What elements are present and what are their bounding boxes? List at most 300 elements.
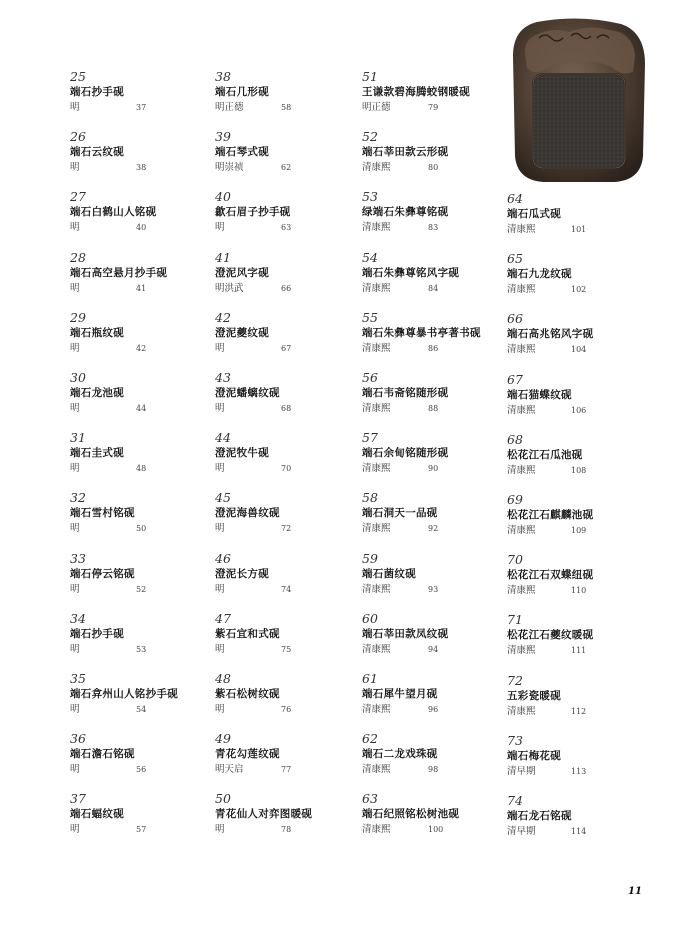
- entry-number: 68: [507, 431, 523, 447]
- entry-page-ref: 37: [136, 103, 147, 112]
- entry-title: 紫石宜和式砚: [215, 627, 280, 640]
- entry-number: 70: [507, 552, 523, 568]
- entry-period: 清康熙: [362, 463, 391, 475]
- entry-page-ref: 75: [281, 644, 292, 654]
- entry-number: 52: [362, 129, 378, 145]
- entry-title: 青花仙人对弈图暖砚: [215, 808, 313, 821]
- entry-number: 46: [215, 550, 231, 566]
- entry-title: 端石龙石铭砚: [507, 809, 572, 822]
- entry-meta: [507, 764, 647, 780]
- entry-period: 明: [70, 402, 80, 414]
- entry-meta: [70, 582, 210, 598]
- entry-title: 端石抄手砚: [70, 86, 124, 98]
- entry-page-ref: 80: [428, 163, 439, 173]
- entry-page-ref: 44: [136, 403, 147, 413]
- entry-title: 松花江石麒麟池砚: [507, 508, 594, 521]
- entry-page-ref: 56: [136, 765, 147, 775]
- entry-period: 清康熙: [507, 224, 536, 235]
- entry-number: 34: [70, 610, 86, 626]
- toc-entry: [215, 70, 355, 130]
- entry-meta: [215, 822, 355, 838]
- entry-page-ref: 109: [571, 525, 587, 535]
- entry-page-ref: 62: [281, 163, 292, 173]
- entry-title: 澄泥牧牛砚: [215, 447, 269, 460]
- entry-number: 49: [215, 731, 231, 747]
- entry-period: 清康熙: [507, 404, 536, 416]
- entry-period: 明: [215, 583, 225, 595]
- entry-title: 端石瓶纹砚: [70, 326, 124, 339]
- entry-meta: [362, 702, 502, 718]
- entry-page-ref: 86: [428, 343, 439, 353]
- entry-meta: [362, 582, 502, 598]
- toc-entry: [70, 190, 210, 250]
- entry-number: 41: [215, 249, 231, 265]
- entry-title: 端石龙池砚: [70, 386, 124, 399]
- entry-period: 清康熙: [362, 583, 391, 595]
- entry-meta: [215, 702, 355, 718]
- entry-page-ref: 53: [136, 644, 147, 654]
- entry-title: 澄泥海兽纹砚: [215, 507, 280, 520]
- entry-meta: [507, 342, 647, 358]
- entry-title: 歙石眉子抄手砚: [215, 206, 291, 219]
- entry-period: 明洪武: [215, 282, 244, 294]
- entry-meta: [362, 461, 502, 477]
- entry-meta: [70, 220, 210, 236]
- entry-meta: [362, 762, 502, 778]
- entry-meta: [215, 341, 355, 357]
- toc-entry: [362, 251, 502, 311]
- entry-period: 明天启: [215, 764, 244, 776]
- entry-page-ref: 70: [281, 464, 292, 474]
- entry-title: 端石雪村铭砚: [70, 507, 135, 520]
- entry-number: 62: [362, 731, 378, 747]
- entry-title: 端石几形砚: [215, 86, 269, 98]
- entry-meta: [362, 401, 502, 417]
- entry-period: 清早期: [507, 765, 536, 777]
- toc-entry: [362, 70, 502, 130]
- entry-meta: [215, 642, 355, 658]
- entry-meta: [507, 704, 647, 720]
- entry-meta: [362, 100, 502, 116]
- entry-page-ref: 113: [571, 766, 587, 776]
- entry-number: 55: [362, 309, 378, 325]
- entry-period: 明: [70, 102, 80, 113]
- entry-meta: [215, 401, 355, 417]
- toc-entry: [70, 311, 210, 371]
- toc-entry: [215, 552, 355, 612]
- entry-number: 59: [362, 550, 378, 566]
- entry-meta: [215, 100, 355, 116]
- entry-number: 74: [507, 792, 523, 808]
- entry-page-ref: 83: [428, 223, 439, 233]
- entry-number: 50: [215, 791, 231, 807]
- toc-entry: [507, 252, 647, 312]
- entry-period: 清康熙: [362, 523, 391, 535]
- toc-entry: [70, 732, 210, 792]
- toc-entry: [362, 491, 502, 551]
- entry-period: 明: [70, 162, 80, 174]
- entry-number: 48: [215, 670, 231, 686]
- entry-meta: [215, 582, 355, 598]
- entry-number: 35: [70, 670, 86, 686]
- entry-title: 澄泥蟠螭纹砚: [215, 386, 280, 399]
- toc-entry: [507, 433, 647, 493]
- entry-page-ref: 108: [571, 465, 587, 475]
- toc-entry: [362, 612, 502, 672]
- entry-number: 51: [362, 69, 378, 84]
- entry-page-ref: 79: [428, 103, 439, 112]
- entry-title: 端石梅花砚: [507, 749, 561, 762]
- entry-period: 清康熙: [507, 524, 536, 536]
- entry-page-ref: 94: [428, 644, 439, 654]
- toc-entry: [215, 251, 355, 311]
- entry-page-ref: 112: [571, 706, 587, 716]
- entry-title: 端石犀牛望月砚: [362, 687, 438, 700]
- entry-page-ref: 88: [428, 403, 439, 413]
- entry-page-ref: 48: [136, 464, 147, 474]
- entry-number: 36: [70, 731, 86, 747]
- entry-period: 明: [70, 222, 80, 234]
- entry-page-ref: 102: [571, 285, 587, 295]
- entry-page-ref: 90: [428, 464, 439, 474]
- entry-period: 明: [70, 282, 80, 294]
- entry-number: 54: [362, 249, 378, 265]
- entry-title: 澄泥风字砚: [215, 266, 269, 279]
- entry-period: 明: [215, 643, 225, 655]
- entry-page-ref: 72: [281, 524, 292, 534]
- entry-page-ref: 52: [136, 584, 147, 594]
- entry-period: 明: [70, 583, 80, 595]
- entry-title: 端石菌纹砚: [362, 567, 416, 580]
- entry-period: 清康熙: [507, 464, 536, 476]
- toc-entry: [507, 674, 647, 734]
- entry-period: 清康熙: [507, 645, 536, 657]
- entry-page-ref: 68: [281, 403, 292, 413]
- entry-page-ref: 78: [281, 825, 292, 835]
- entry-period: 清康熙: [362, 162, 391, 174]
- entry-page-ref: 100: [428, 825, 444, 835]
- toc-entry: [215, 190, 355, 250]
- entry-period: 清康熙: [362, 764, 391, 776]
- entry-page-ref: 104: [571, 345, 587, 355]
- entry-period: 清康熙: [362, 342, 391, 354]
- entry-title: 端石洞天一品砚: [362, 507, 438, 520]
- toc-entry: [70, 70, 210, 130]
- entry-page-ref: 66: [281, 283, 292, 293]
- toc-entry: [215, 130, 355, 190]
- entry-number: 53: [362, 189, 378, 205]
- entry-meta: [507, 643, 647, 659]
- toc-column-4: [507, 192, 647, 854]
- entry-period: 明: [215, 824, 225, 836]
- entry-title: 端石琴式砚: [215, 146, 269, 159]
- entry-meta: [507, 282, 647, 298]
- entry-meta: [362, 341, 502, 357]
- entry-meta: [70, 642, 210, 658]
- entry-title: 松花江石双蝶纽砚: [507, 569, 594, 582]
- entry-title: 端石停云铭砚: [70, 567, 135, 580]
- entry-title: 端石瓜式砚: [507, 208, 561, 220]
- entry-page-ref: 76: [281, 704, 292, 714]
- entry-title: 端石余甸铭随形砚: [362, 447, 449, 460]
- toc-entry: [362, 792, 502, 852]
- entry-period: 清康熙: [362, 703, 391, 715]
- toc-entry: [70, 371, 210, 431]
- entry-title: 五彩瓷暖砚: [507, 689, 561, 702]
- entry-title: 端石抄手砚: [70, 627, 124, 640]
- toc-entry: [362, 190, 502, 250]
- entry-meta: [507, 403, 647, 419]
- entry-page-ref: 58: [281, 103, 292, 112]
- entry-page-ref: 38: [136, 163, 147, 173]
- entry-period: 明: [215, 463, 225, 475]
- entry-title: 端石莘田款云形砚: [362, 146, 449, 159]
- entry-page-ref: 41: [136, 283, 147, 293]
- entry-meta: [215, 220, 355, 236]
- entry-period: 清康熙: [507, 344, 536, 356]
- toc-entry: [507, 192, 647, 252]
- entry-title: 松花江石瓜池砚: [507, 448, 583, 461]
- toc-entry: [70, 431, 210, 491]
- entry-meta: [70, 461, 210, 477]
- entry-number: 57: [362, 430, 378, 446]
- entry-meta: [215, 160, 355, 176]
- entry-title: 端石韦斋铭随形砚: [362, 386, 449, 399]
- entry-period: 清康熙: [362, 282, 391, 294]
- entry-number: 27: [70, 189, 86, 205]
- entry-page-ref: 50: [136, 524, 147, 534]
- entry-page-ref: 57: [136, 825, 147, 835]
- entry-title: 端石澹石铭砚: [70, 748, 135, 761]
- entry-meta: [362, 822, 502, 838]
- entry-title: 端石云纹砚: [70, 146, 124, 159]
- toc-entry: [70, 552, 210, 612]
- entry-page-ref: 96: [428, 704, 439, 714]
- toc-entry: [215, 491, 355, 551]
- entry-number: 65: [507, 251, 523, 267]
- entry-period: 清康熙: [507, 705, 536, 717]
- toc-column-2: [215, 70, 355, 852]
- toc-entry: [507, 312, 647, 372]
- entry-meta: [362, 642, 502, 658]
- toc-entry: [507, 553, 647, 613]
- entry-meta: [362, 281, 502, 297]
- entry-title: 端石高空悬月抄手砚: [70, 266, 168, 279]
- entry-period: 清康熙: [362, 402, 391, 414]
- entry-meta: [70, 100, 210, 116]
- toc-entry: [215, 732, 355, 792]
- toc-entry: [507, 373, 647, 433]
- toc-column-1: [70, 70, 210, 852]
- entry-meta: [70, 281, 210, 297]
- toc-entry: [362, 732, 502, 792]
- entry-number: 42: [215, 309, 231, 325]
- entry-period: 明: [215, 523, 225, 535]
- entry-page-ref: 114: [571, 826, 587, 836]
- toc-entry: [362, 371, 502, 431]
- entry-page-ref: 40: [136, 223, 147, 233]
- entry-title: 紫石松树纹砚: [215, 687, 280, 700]
- entry-page-ref: 110: [571, 586, 587, 596]
- toc-entry: [215, 371, 355, 431]
- page-number: 11: [628, 886, 642, 897]
- entry-number: 69: [507, 491, 523, 507]
- entry-number: 33: [70, 550, 86, 566]
- entry-title: 澄泥夔纹砚: [215, 326, 269, 339]
- toc-entry: [70, 672, 210, 732]
- toc-entry: [362, 431, 502, 491]
- entry-period: 明: [70, 824, 80, 836]
- toc-entry: [362, 672, 502, 732]
- entry-number: 73: [507, 732, 523, 748]
- toc-entry: [215, 612, 355, 672]
- entry-number: 26: [70, 129, 86, 145]
- entry-meta: [507, 824, 647, 840]
- entry-meta: [70, 160, 210, 176]
- entry-title: 端石九龙纹砚: [507, 268, 572, 281]
- entry-page-ref: 98: [428, 765, 439, 775]
- entry-title: 端石莘田款凤纹砚: [362, 627, 449, 640]
- entry-period: 明正德: [362, 102, 391, 113]
- entry-title: 端石高兆铭风字砚: [507, 328, 594, 341]
- entry-meta: [215, 521, 355, 537]
- entry-period: 明正德: [215, 102, 244, 113]
- entry-page-ref: 77: [281, 765, 292, 775]
- entry-page-ref: 63: [281, 223, 292, 233]
- entry-meta: [507, 523, 647, 539]
- entry-number: 61: [362, 670, 378, 686]
- toc-entry: [507, 734, 647, 794]
- entry-meta: [507, 222, 647, 238]
- entry-period: 明: [215, 342, 225, 354]
- toc-entry: [362, 311, 502, 371]
- entry-period: 明: [70, 463, 80, 475]
- toc-entry: [507, 794, 647, 854]
- entry-page-ref: 67: [281, 343, 292, 353]
- entry-title: 端石朱彝尊暴书亭著书砚: [362, 326, 481, 339]
- toc-entry: [70, 792, 210, 852]
- entry-meta: [362, 521, 502, 537]
- entry-number: 64: [507, 191, 523, 206]
- entry-page-ref: 106: [571, 405, 587, 415]
- entry-meta: [362, 220, 502, 236]
- entry-period: 明: [70, 523, 80, 535]
- entry-meta: [215, 762, 355, 778]
- toc-entry: [507, 613, 647, 673]
- entry-period: 明: [70, 643, 80, 655]
- toc-entry: [70, 612, 210, 672]
- entry-period: 清康熙: [362, 824, 391, 836]
- entry-number: 31: [70, 430, 86, 446]
- entry-title: 端石弇州山人铭抄手砚: [70, 687, 178, 700]
- entry-number: 37: [70, 791, 86, 807]
- entry-period: 明: [70, 764, 80, 776]
- entry-meta: [70, 762, 210, 778]
- entry-page-ref: 111: [571, 646, 587, 656]
- toc-column-3: [362, 70, 502, 852]
- entry-page-ref: 54: [136, 704, 147, 714]
- entry-number: 44: [215, 430, 231, 446]
- entry-page-ref: 42: [136, 343, 147, 353]
- entry-title: 端石猫蝶纹砚: [507, 388, 572, 401]
- entry-page-ref: 93: [428, 584, 439, 594]
- entry-number: 67: [507, 371, 523, 387]
- entry-meta: [70, 822, 210, 838]
- inkstone-photo: [509, 16, 649, 186]
- entry-meta: [215, 461, 355, 477]
- entry-meta: [362, 160, 502, 176]
- entry-number: 30: [70, 369, 86, 385]
- entry-title: 澄泥长方砚: [215, 567, 269, 580]
- entry-number: 38: [215, 69, 231, 84]
- entry-period: 清康熙: [362, 643, 391, 655]
- entry-meta: [507, 583, 647, 599]
- entry-period: 清康熙: [507, 284, 536, 296]
- entry-title: 端石白鹤山人铭砚: [70, 206, 157, 219]
- entry-period: 清康熙: [362, 222, 391, 234]
- entry-title: 绿端石朱彝尊铭砚: [362, 206, 449, 219]
- toc-entry: [215, 311, 355, 371]
- entry-number: 32: [70, 490, 86, 506]
- entry-number: 56: [362, 369, 378, 385]
- entry-number: 29: [70, 309, 86, 325]
- entry-number: 39: [215, 129, 231, 145]
- toc-entry: [70, 491, 210, 551]
- entry-title: 王谦款碧海腾蛟钢暖砚: [362, 86, 470, 98]
- entry-meta: [70, 702, 210, 718]
- entry-number: 72: [507, 672, 523, 688]
- entry-title: 青花勾莲纹砚: [215, 748, 280, 761]
- entry-number: 71: [507, 612, 523, 628]
- entry-meta: [507, 463, 647, 479]
- entry-title: 端石朱彝尊铭风字砚: [362, 266, 460, 279]
- entry-period: 明: [215, 703, 225, 715]
- entry-title: 端石纪照铭松树池砚: [362, 808, 460, 821]
- entry-period: 清早期: [507, 825, 536, 837]
- entry-page-ref: 101: [571, 225, 587, 234]
- entry-period: 明: [215, 402, 225, 414]
- entry-number: 66: [507, 311, 523, 327]
- entry-page-ref: 74: [281, 584, 292, 594]
- entry-number: 40: [215, 189, 231, 205]
- entry-number: 28: [70, 249, 86, 265]
- toc-entry: [70, 251, 210, 311]
- entry-period: 明崇祯: [215, 162, 244, 174]
- entry-period: 明: [70, 342, 80, 354]
- entry-page-ref: 84: [428, 283, 439, 293]
- entry-number: 58: [362, 490, 378, 506]
- toc-entry: [215, 672, 355, 732]
- entry-number: 63: [362, 791, 378, 807]
- entry-title: 端石二龙戏珠砚: [362, 748, 438, 761]
- entry-meta: [70, 341, 210, 357]
- entry-period: 明: [215, 222, 225, 234]
- entry-number: 47: [215, 610, 231, 626]
- entry-period: 明: [70, 703, 80, 715]
- toc-entry: [215, 792, 355, 852]
- entry-page-ref: 92: [428, 524, 439, 534]
- entry-meta: [70, 401, 210, 417]
- entry-number: 25: [70, 69, 86, 84]
- toc-entry: [215, 431, 355, 491]
- entry-meta: [215, 281, 355, 297]
- toc-entry: [507, 493, 647, 553]
- toc-entry: [70, 130, 210, 190]
- entry-title: 端石蝠纹砚: [70, 808, 124, 821]
- entry-number: 45: [215, 490, 231, 506]
- toc-entry: [362, 130, 502, 190]
- entry-period: 清康熙: [507, 585, 536, 597]
